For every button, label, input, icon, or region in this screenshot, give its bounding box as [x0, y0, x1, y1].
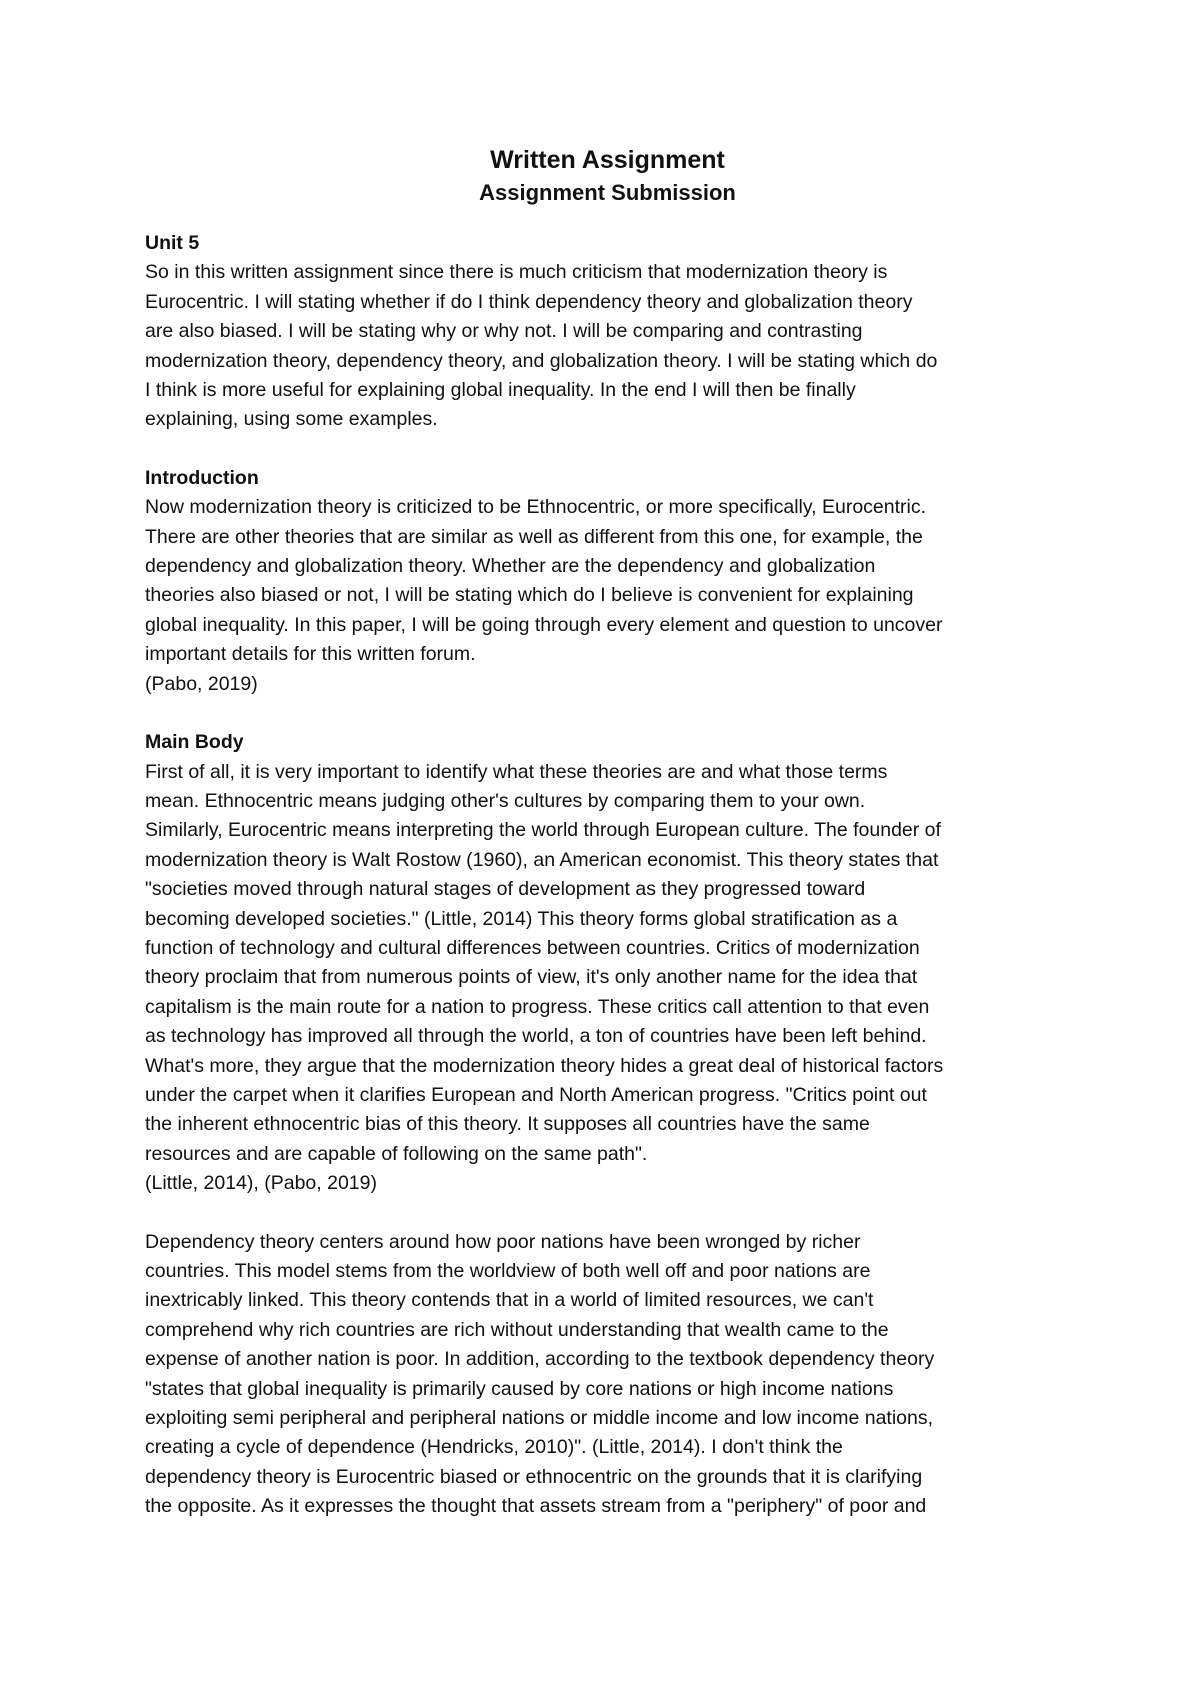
main-body-heading: Main Body — [145, 731, 244, 754]
document-content — [145, 143, 1070, 1551]
document-title: Written Assignment — [490, 146, 725, 174]
introduction-citation: (Pabo, 2019) — [145, 672, 258, 695]
dependency-paragraph: Dependency theory centers around how poor nations have been wronged by richer countries. This model stems from the worldview of both well off and poor nations are inextricably linked. This theory contends that in a world of limited resources, we can't comprehend why rich countries are rich without understanding that wealth came to the expense of another nation is poor. In addition, according to the textbook dependency theory "states that global inequality is primarily caused by core nations or high income nations exploiting semi peripheral and peripheral nations or middle income and low income nations, creating a cycle of dependence (Hendricks, 2010)". (Little, 2014). I don't think the dependency theory is Eurocentric biased or ethnocentric on the grounds that it is clarifying the opposite. As it expresses the thought that assets stream from a "periphery" of poor and — [145, 1230, 935, 1518]
introduction-heading: Introduction — [145, 466, 259, 489]
unit-section — [145, 229, 1070, 435]
document-subtitle: Assignment Submission — [479, 180, 736, 205]
main-body-paragraph: First of all, it is very important to identify what these theories are and what those terms mean. Ethnocentric means judging other's cultures by comparing them to your own. Similarly, Eurocentric means interpreting the world through European culture. The founder of modernization theory is Walt Rostow (1960), an American economist. This theory states that "societies moved through natural stages of development as they progressed toward becoming developed societies." (Little, 2014) This theory forms global stratification as a function of technology and cultural differences between countries. Critics of modernization theory proclaim that from numerous points of view, it's only another name for the idea that capitalism is the main route for a nation to progress. These critics call attention to that even as technology has improved all through the world, a ton of countries have been left behind. What's more, they argue that the modernization theory hides a great deal of historical factors under the carpet when it clarifies European and North American progress. "Critics point out the inherent ethnocentric bias of this theory. It supposes all countries have the same resources and are capable of following on the same path". — [145, 760, 944, 1165]
main-body-citation: (Little, 2014), (Pabo, 2019) — [145, 1172, 377, 1195]
introduction-paragraph: Now modernization theory is criticized to be Ethnocentric, or more specifically, Eurocentric. There are other theories that are similar as well as different from this one, for example, the dependency and globalization theory. Whether are the dependency and globalization theories also biased or not, I will be stating which do I believe is convenient for explaining global inequality. In this paper, I will be going through every element and question to uncover important details for this written forum. — [145, 496, 943, 666]
main-body-section — [145, 728, 1070, 1199]
unit-paragraph: So in this written assignment since there is much criticism that modernization theory is Eurocentric. I will stating whether if do I think dependency theory and globalization theory are also biased. I will be stating why or why not. I will be comparing and contrasting modernization theory, dependency theory, and globalization theory. I will be stating which do I think is more useful for explaining global inequality. In the end I will then be finally explaining, using some examples. — [145, 261, 938, 431]
introduction-section — [145, 464, 1070, 699]
unit-heading: Unit 5 — [145, 232, 200, 254]
dependency-section — [145, 1228, 1070, 1522]
